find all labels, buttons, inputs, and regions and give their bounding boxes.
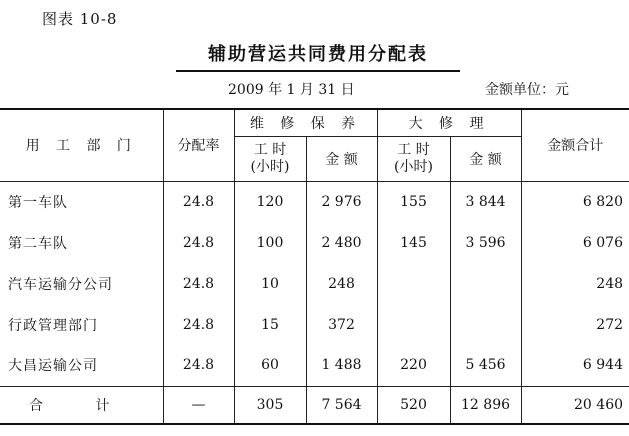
header-overhaul-amount: 金 额 xyxy=(450,136,521,181)
dept-cell: 大昌运输公司 xyxy=(0,345,163,386)
table-row xyxy=(0,222,629,263)
header-total: 金额合计 xyxy=(521,109,629,181)
hours-label: 工 时 xyxy=(397,141,430,158)
total-label: 合 计 xyxy=(29,397,134,414)
header-maintenance: 维 修 保 养 xyxy=(234,109,377,136)
total-overhaul-amount: 12 896 xyxy=(450,386,521,424)
header-overhaul-hours xyxy=(377,136,450,181)
overhaul-hours-cell: 155 xyxy=(377,181,450,222)
header-maintenance-amount: 金 额 xyxy=(306,136,377,181)
overhaul-hours-cell: 145 xyxy=(377,222,450,263)
hours-unit: (小时) xyxy=(250,158,290,175)
maintenance-amount-cell: 248 xyxy=(306,263,377,304)
maintenance-hours-cell: 10 xyxy=(234,263,306,304)
rate-cell: 24.8 xyxy=(163,181,234,222)
total-rate-cell: — xyxy=(163,386,234,424)
overhaul-amount-cell: 5 456 xyxy=(450,345,521,386)
total-amount-cell: 6 076 xyxy=(521,222,629,263)
header-row-top xyxy=(0,109,629,136)
overhaul-hours-cell xyxy=(377,304,450,345)
maintenance-hours-cell: 60 xyxy=(234,345,306,386)
grand-total-cell: 20 460 xyxy=(521,386,629,424)
amount-unit: 金额单位：元 xyxy=(485,82,569,98)
maintenance-hours-cell: 120 xyxy=(234,181,306,222)
header-rate: 分配率 xyxy=(163,109,234,181)
total-overhaul-hours: 520 xyxy=(377,386,450,424)
overhaul-amount-cell: 3 844 xyxy=(450,181,521,222)
maintenance-amount-cell: 372 xyxy=(306,304,377,345)
hours-unit: (小时) xyxy=(394,158,433,175)
overhaul-hours-cell: 220 xyxy=(377,345,450,386)
rate-cell: 24.8 xyxy=(163,304,234,345)
dept-cell: 汽车运输分公司 xyxy=(8,276,113,293)
total-row xyxy=(0,386,629,424)
header-department: 用 工 部 门 xyxy=(0,109,163,181)
overhaul-amount-cell xyxy=(450,263,521,304)
overhaul-amount-cell xyxy=(450,304,521,345)
total-amount-cell: 248 xyxy=(521,263,629,304)
figure-label: 图表 10-8 xyxy=(42,10,118,28)
rate-cell: 24.8 xyxy=(163,345,234,386)
report-date: 2009 年 1 月 31 日 xyxy=(228,82,355,98)
hours-label: 工 时 xyxy=(253,141,287,158)
dept-cell: 第一车队 xyxy=(8,194,68,211)
overhaul-amount-cell: 3 596 xyxy=(450,222,521,263)
total-amount-cell: 6 820 xyxy=(521,181,629,222)
overhaul-hours-cell xyxy=(377,263,450,304)
maintenance-amount-cell: 2 480 xyxy=(306,222,377,263)
rate-cell: 24.8 xyxy=(163,263,234,304)
table-row xyxy=(0,181,629,222)
maintenance-amount-cell: 2 976 xyxy=(306,181,377,222)
dept-cell: 行政管理部门 xyxy=(8,317,98,334)
total-amount-cell: 272 xyxy=(521,304,629,345)
table-row xyxy=(0,345,629,386)
maintenance-hours-cell: 100 xyxy=(234,222,306,263)
maintenance-hours-cell: 15 xyxy=(234,304,306,345)
header-maintenance-hours xyxy=(234,136,306,181)
maintenance-amount-cell: 1 488 xyxy=(306,345,377,386)
table-row xyxy=(0,263,629,304)
header-overhaul: 大 修 理 xyxy=(377,109,521,136)
table-row xyxy=(0,304,629,345)
dept-cell: 第二车队 xyxy=(8,235,68,252)
total-maintenance-hours: 305 xyxy=(234,386,306,424)
rate-cell: 24.8 xyxy=(163,222,234,263)
total-amount-cell: 6 944 xyxy=(521,345,629,386)
allocation-table xyxy=(0,108,629,425)
table-title: 辅助营运共同费用分配表 xyxy=(176,40,460,72)
total-maintenance-amount: 7 564 xyxy=(306,386,377,424)
